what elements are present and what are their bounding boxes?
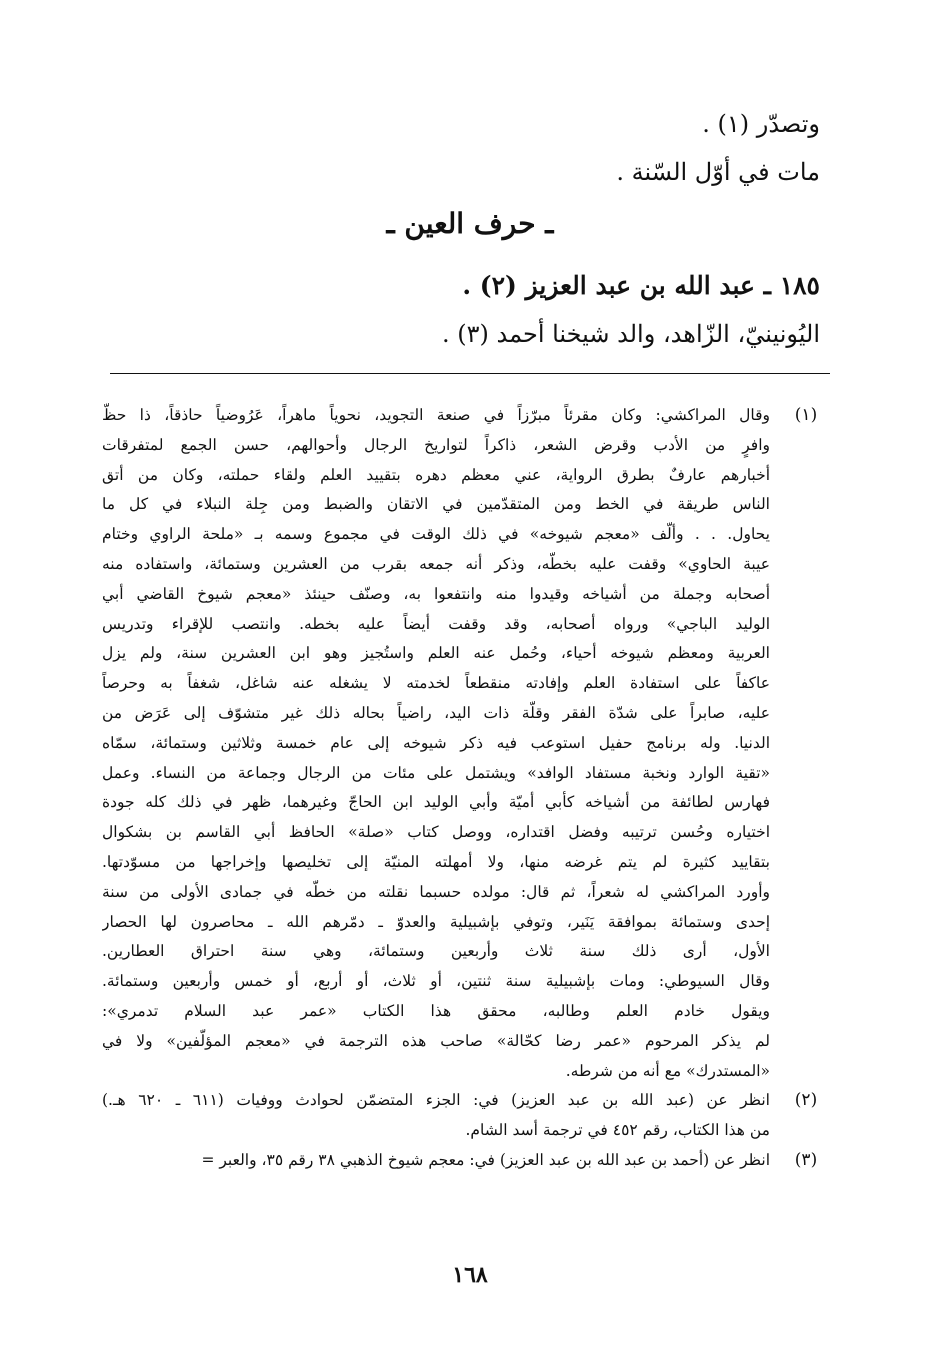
footnote-line: عليه، صابراً على شدّة الفقر وقلّة ذات اليد، راضياً بحاله ذلك غير متشوّف إلى عَرَض من bbox=[102, 704, 770, 722]
entry-title: ١٨٥ ـ عبد الله بن عبد العزيز (٢) . bbox=[462, 271, 820, 300]
footnote-line: ويقول خادم العلم وطالبه، محقق هذا الكتاب «عمر عبد السلام تدمري»: bbox=[102, 1002, 770, 1020]
footnote-line: وقال السيوطي: ومات بإشبيلية سنة ثنتين، أو ثلاث، أو أربع، أو خمس وأربعين وستمائة. bbox=[102, 972, 770, 991]
footnote-line: العربية ومعظم شيوخه أحياء، وحُمل عنه العلم واستُجيز وهو ابن العشرين سنة، ولم يزل bbox=[102, 644, 770, 663]
footnote-number: (٣) bbox=[794, 1150, 818, 1170]
footnote-line: انظر عن (أحمد بن عبد الله بن عبد العزيز) في: معجم شيوخ الذهبي ٣٨ رقم ٣٥، والعبر = bbox=[201, 1151, 770, 1169]
footnote-line: انظر عن (عبد الله بن عبد العزيز) في: الجزء المتضمّن لحوادث ووفيات (٦١١ ـ ٦٢٠ هـ.) bbox=[102, 1091, 770, 1110]
footnote-line: فهارس لطائفة من أشياخه كأبي أميّة وأبي الوليد ابن الحاجّ وغيرهما، ظهر في ذلك كله جودة bbox=[102, 793, 770, 812]
footnote-line: «تقية الوارد ونخبة مستفاد الوافد» ويشتمل على مئات من الرجال وجماعة من النساء. وعمل bbox=[102, 763, 770, 782]
footnote-line: الأول، أرى ذلك سنة ثلاث وأربعين وستمائة، وهي سنة احتراق العطارين. bbox=[102, 942, 770, 961]
page-number: ١٦٨ bbox=[452, 1262, 488, 1288]
entry-description: اليُونينيّ، الزّاهد، والد شيخنا أحمد (٣) . bbox=[442, 320, 820, 348]
text-line-tasaddar: وتصدّر (١) . bbox=[702, 110, 820, 138]
footnote-line: عاكفاً على استفادة العلم وإفادته منقطعاً لخدمته لا يشغله عنه شاغل، شغفاً به وحرصاً bbox=[102, 674, 770, 693]
footnote-line: أصحابه وجملة من أشياخه وقيدوا منه وانتفعوا به، وصنّف حينئذ «معجم شيوخ القاضي أبي bbox=[102, 584, 770, 603]
footnote-line: وقال المراكشي: وكان مقرئاً مبرّزاً في صنعة التجويد، نحوياً ماهراً، عَرُوضياً حاذقاً، ذا حظّ bbox=[102, 406, 770, 424]
section-heading: ـ حرف العين ـ bbox=[386, 207, 554, 240]
footnote-number: (١) bbox=[794, 405, 818, 425]
footnote-line: عيبة الحاوي» وقفت عليه بخطّه، وذكر أنه جمعه بقرب من العشرين وستمائة، واستفاده منه bbox=[102, 555, 770, 573]
footnote-line: لم يذكر المرحوم «عمر رضا كحّالة» صاحب هذه الترجمة في «معجم المؤلّفين» ولا في bbox=[102, 1031, 770, 1050]
footnote-line: يحاول. . . وألّف «معجم شيوخه» في ذلك الوقت في مجموع وسمه بـ «ملحة الراوي وختام bbox=[102, 525, 770, 544]
footnote-line: من هذا الكتاب، رقم ٤٥٢ في ترجمة أسد الشام. bbox=[465, 1121, 770, 1140]
footnote-line: «المستدرك» مع أنه من شرطه. bbox=[565, 1061, 770, 1080]
footnote-line: بتقاييد كثيرة لم يتم غرضه منها، ولا أمهلته المنيّة إلى تخليصها وإخراجها من مسوّدتها. bbox=[102, 853, 770, 871]
footnote-line: وافرٍ من الأدب وقرض الشعر، ذاكراً لتواريخ الرجال وأحوالهم، حسن الجمع لمتفرقات bbox=[102, 435, 770, 454]
footnote-separator bbox=[110, 373, 830, 374]
footnote-line: اختياره وحُسن ترتيبه وفضل اقتداره، ووصل كتاب «صلة» الحافظ أبي القاسم بن بشكوال bbox=[102, 823, 770, 842]
footnote-line: الوليد الباجي» ورواه أصحابه، وقد وقفت أيضاً عليه بخطه. وانتصب للإقراء وتدريس bbox=[102, 614, 770, 633]
footnote-line: أخبارهم عارفٌ بطرق الرواية، عني معظم دهره بتقييد العلم ولقاء حملته، وكان من أتق bbox=[102, 465, 770, 484]
footnote-line: وأورد المراكشي له شعراً، ثم قال: مولده حسبما نقلته من خطّه في جمادى الأولى من سنة bbox=[102, 882, 770, 901]
footnote-line: إحدى وستمائة بموافقة يَنَير، وتوفي بإشبيلية والعدوّ ـ دمّرهم الله ـ محاصرون لها الحصار bbox=[102, 912, 770, 931]
footnote-line: الناس طريقة في الخط ومن المتقدّمين في الاتقان والضبط ومن جِلة النبلاء في كل ما bbox=[102, 495, 770, 514]
text-line-death: مات في أوّل السّنة . bbox=[616, 158, 820, 186]
footnote-number: (٢) bbox=[794, 1090, 818, 1111]
footnote-line: الدنيا. وله برنامج حفيل استوعب فيه ذكر شيوخه إلى عام خمسة وثلاثين وستمائة، سمّاه bbox=[102, 733, 770, 752]
